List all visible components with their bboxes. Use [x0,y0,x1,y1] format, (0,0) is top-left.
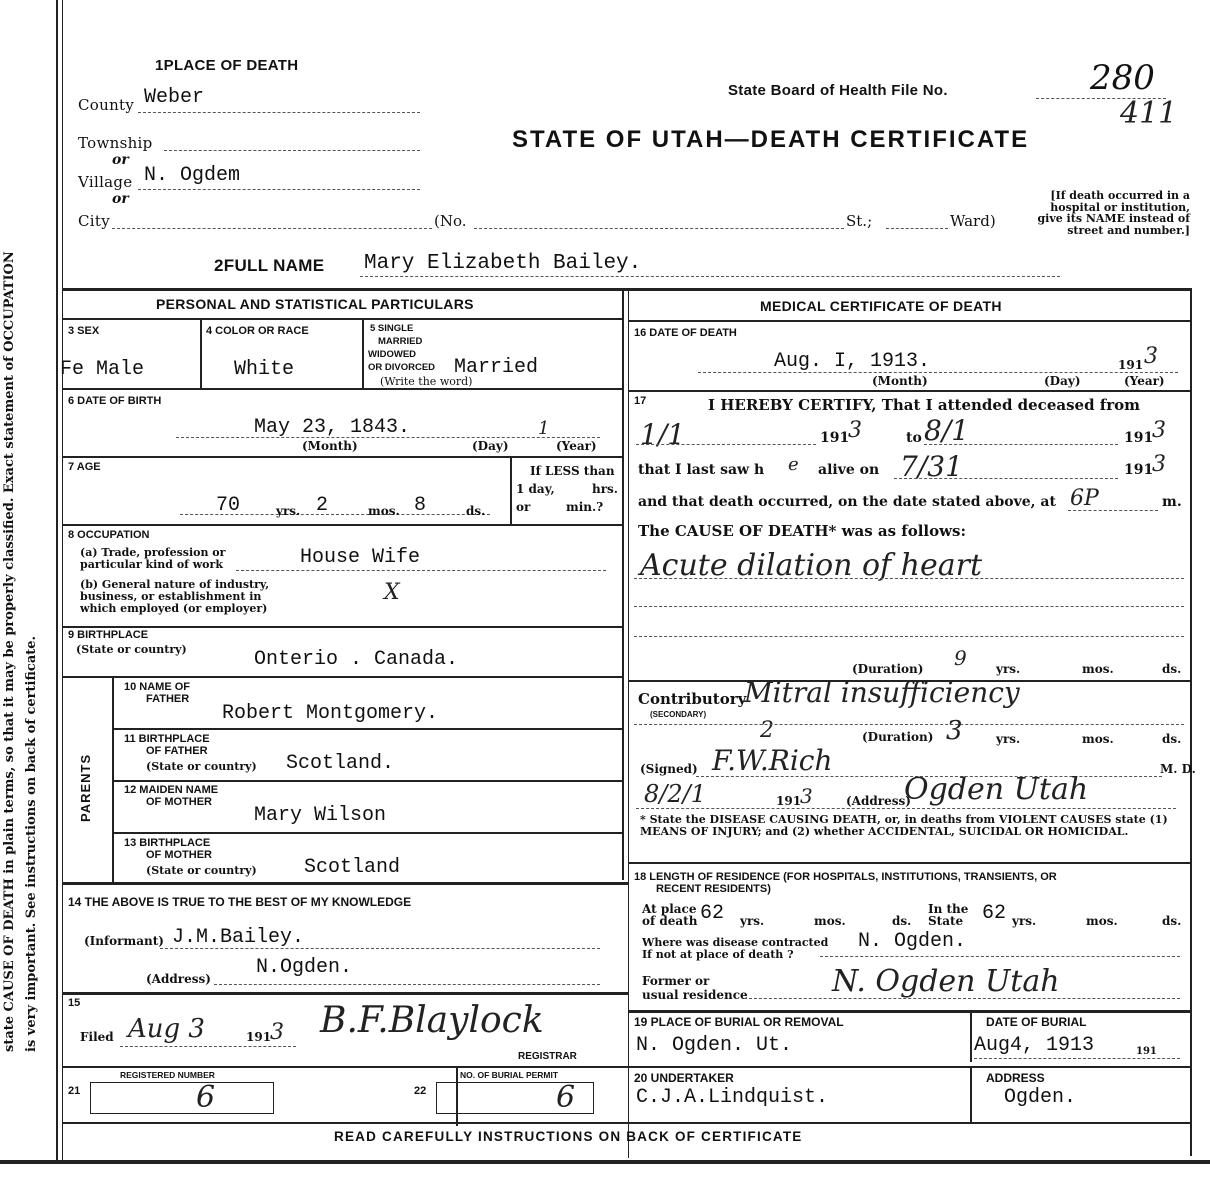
at-place-ds: ds. [892,914,912,928]
residence-label-2: RECENT RESIDENTS) [656,883,771,895]
last-saw-year: 191 [1124,462,1154,478]
occ-b-value: X [384,580,400,605]
frame-right [1190,288,1192,1156]
contracted-1: Where was disease contracted [642,936,829,949]
marital-value: Married [454,356,539,379]
medical-section-title: MEDICAL CERTIFICATE OF DEATH [760,298,1002,314]
file-no-label: State Board of Health File No. [728,82,948,99]
in-state-2: State [928,914,964,928]
no-label: (No. [434,212,467,230]
father-label-1: 10 NAME OF [124,681,191,693]
address-label: (Address) [146,972,211,986]
from-line [636,444,816,445]
last-saw-text-2: alive on [818,462,880,478]
to-date: 8/1 [924,414,970,447]
hrs-label: hrs. [592,482,618,496]
color-divider [362,318,364,388]
county-label: County [78,96,135,114]
color-value: White [234,358,295,381]
dod-value: Aug. I, 1913. [774,350,931,373]
at-place-yrs: yrs. [740,914,765,928]
center-divider [622,288,624,880]
occ-a-1: (a) Trade, profession or [80,546,226,559]
age-months: 2 [316,494,329,517]
burial-date-line [974,1058,1180,1059]
last-saw-line [894,478,1118,479]
duration-value: 9 [954,646,967,670]
burial-date-suffix: 191 [1136,1046,1157,1057]
cause-line-1 [634,578,1184,579]
place-of-death-label: 1PLACE OF DEATH [155,57,299,74]
dob-year-label: (Year) [556,439,597,453]
signed-year-digit: 3 [800,784,813,808]
personal-section-title: PERSONAL AND STATISTICAL PARTICULARS [156,296,474,312]
township-label: Township [78,134,153,152]
undertaker-addr-label: ADDRESS [986,1071,1045,1085]
registrar-label: REGISTRAR [518,1051,577,1062]
duration-label: (Duration) [852,662,924,676]
age-yrs-label: yrs. [276,504,301,518]
age-divider [510,456,512,524]
med-address-label: (Address) [846,794,911,808]
undertaker-addr-value: Ogden. [1004,1086,1077,1109]
signed-value: F.W.Rich [712,744,833,777]
signed-label: (Signed) [640,762,698,776]
cause-line-3 [634,636,1184,637]
occ-b-2: business, or establishment in [80,590,262,603]
right-row-4 [628,862,1190,864]
contributory-line [634,724,1184,725]
mother-bp-1: 13 BIRTHPLACE [124,837,211,849]
contributory-extra: 2 [760,718,774,743]
color-label: 4 COLOR OR RACE [206,325,309,337]
duration2-ds: ds. [1162,732,1182,746]
dob-day-label: (Day) [472,439,509,453]
dod-line [698,372,1178,373]
mother-value: Mary Wilson [254,804,387,827]
left-row-8 [62,992,628,995]
duration2-label: (Duration) [862,730,934,744]
left-row-6 [62,676,622,678]
address-value: N.Ogden. [256,956,353,979]
cause-label: The CAUSE OF DEATH* was as follows: [638,522,967,540]
former-2: usual residence [642,988,748,1002]
reg-number-value: 6 [196,1080,216,1115]
filed-value: Aug 3 [128,1014,205,1044]
center-divider-2 [628,288,629,1158]
last-saw-date: 7/31 [900,450,963,483]
dod-day-label: (Day) [1044,374,1081,388]
burial-permit-value: 6 [556,1080,576,1115]
contributory-value: Mitral insufficiency [744,676,1020,709]
duration2-mos: mos. [1082,732,1114,746]
father-value: Robert Montgomery. [222,702,439,725]
informant-value: J.M.Bailey. [172,926,305,949]
dod-year-prefix: 191 [1118,358,1144,372]
parents-divider [112,676,114,882]
st-label: St.; [846,212,873,230]
dob-extra: 1 [538,418,550,439]
sex-value: Fe Male [60,358,145,381]
secondary-label: (SECONDARY) [650,710,707,719]
burial-value: N. Ogden. Ut. [636,1034,793,1057]
right-row-1 [628,320,1190,322]
undertaker-divider [970,1066,972,1122]
death-occurred-text: and that death occurred, on the date stated above, at [638,494,1056,510]
dod-year-digit: 3 [1144,344,1158,369]
reg-num-prefix: 21 [68,1085,81,1097]
birthplace-sub: (State or country) [76,643,187,656]
burial-num-prefix: 22 [414,1085,427,1097]
last-saw-text-1: that I last saw h [638,462,765,478]
informant-label: (Informant) [84,934,164,948]
to-line [924,444,1118,445]
med-address-value: Ogden Utah [904,772,1089,807]
left-row-1 [62,318,622,320]
med-address-line [636,808,1176,809]
at-place-mos: mos. [814,914,846,928]
contracted-2: If not at place of death ? [642,948,794,961]
bottom-border [0,1160,1210,1164]
reg-number-box [90,1082,274,1114]
marital-label-3: WIDOWED [368,349,417,360]
or-1: or [112,152,129,168]
filed-year-digit: 3 [270,1020,284,1045]
hospital-note: [If death occurred in a hospital or institution, give its NAME instead of street and number.] [1037,189,1190,237]
former-line [744,998,1180,999]
mother-bp-value: Scotland [304,856,401,879]
filed-year: 191 [246,1030,272,1044]
file-no-value: 280 [1090,58,1155,98]
ward-line [886,228,948,229]
registrar-signature: B.F.Blaylock [320,1000,544,1041]
less-than-2: 1 day, [516,482,555,496]
full-name-line [360,276,1060,277]
from-date: 1/1 [640,418,686,451]
or-2: or [112,191,129,207]
sex-divider [200,318,202,388]
marital-label-4: OR DIVORCED [368,362,436,373]
dod-year-label: (Year) [1124,374,1165,388]
certify-text: I HEREBY CERTIFY, That I attended deceased from [708,396,1141,414]
left-row-2 [62,388,622,390]
dod-month-label: (Month) [872,374,928,388]
dob-label: 6 DATE OF BIRTH [68,395,162,407]
true-label: 14 THE ABOVE IS TRUE TO THE BEST OF MY KNOWLEDGE [68,895,412,909]
former-1: Former or [642,974,710,988]
age-label: 7 AGE [68,461,101,473]
md-label: M. D. [1160,762,1196,776]
contributory-label: Contributory [638,690,747,708]
footnote: * State the DISEASE CAUSING DEATH, or, in deaths from VIOLENT CAUSES state (1) MEANS OF INJURY; and (2) whether ACCIDENTAL, SUICIDAL OR HOMICIDAL. [640,813,1168,838]
mother-label-2: OF MOTHER [146,796,212,808]
father-bp-value: Scotland. [286,752,395,775]
less-than-1: If LESS than [530,464,615,478]
occupation-label: 8 OCCUPATION [68,529,150,541]
dod-label: 16 DATE OF DEATH [634,327,737,339]
left-row-3 [62,456,622,458]
marital-label-5: (Write the word) [380,375,473,388]
margin-note-1: state CAUSE OF DEATH in plain terms, so that it may be properly classified. Exact statement of OCCUPATION [2,251,17,1052]
county-line [138,112,420,113]
cause-line-2 [634,606,1184,607]
outer-left-border [56,0,58,1160]
undertaker-value: C.J.A.Lindquist. [636,1086,829,1109]
duration-ds: ds. [1162,662,1182,676]
duration-yrs: yrs. [996,662,1021,676]
right-row-5 [628,1010,1190,1013]
age-mos-label: mos. [368,504,400,518]
mother-bp-3: (State or country) [146,864,257,877]
undertaker-label: 20 UNDERTAKER [634,1071,734,1085]
filed-bottom [62,1066,628,1068]
informant-line [160,948,600,949]
in-state-1: In the [928,902,969,916]
filed-line [120,1046,296,1047]
min-label: min.? [566,500,604,514]
ward-label: Ward) [950,212,996,230]
reg-number-label: REGISTERED NUMBER [120,1070,215,1080]
to-label: to [906,430,922,446]
outer-left-border-2 [62,0,63,1160]
parents-row-1 [112,728,622,730]
in-state-yrs: yrs. [1012,914,1037,928]
age-days: 8 [414,494,427,517]
left-row-7 [62,882,628,885]
burial-divider [970,1010,972,1062]
contracted-line [820,956,1180,957]
village-label: Village [78,173,133,191]
village-value: N. Ogdem [144,164,241,187]
birthplace-label: 9 BIRTHPLACE [68,629,149,641]
death-time: 6P [1070,486,1099,511]
birthplace-value: Onterio . Canada. [254,648,459,671]
burial-date-label: DATE OF BURIAL [986,1015,1087,1029]
parents-label: PARENTS [78,753,93,822]
occ-b-1: (b) General nature of industry, [80,578,270,591]
certificate-title: STATE OF UTAH—DEATH CERTIFICATE [512,126,1030,153]
signed-date: 8/2/1 [644,780,706,808]
occ-a-line [236,570,606,571]
dob-month-label: (Month) [302,439,358,453]
village-line [138,189,420,190]
duration2-yrs: yrs. [996,732,1021,746]
dob-value: May 23, 1843. [254,416,411,439]
mother-label-1: 12 MAIDEN NAME [124,784,219,796]
left-row-4 [62,524,622,526]
last-saw-year-digit: 3 [1152,452,1166,477]
in-state-mos: mos. [1086,914,1118,928]
township-line [164,150,420,151]
father-bp-1: 11 BIRTHPLACE [124,733,210,745]
father-bp-2: OF FATHER [146,745,208,757]
burial-date-value: Aug4, 1913 [974,1034,1095,1057]
in-state-ds: ds. [1162,914,1182,928]
file-no-extra: 411 [1120,96,1178,131]
full-name-value: Mary Elizabeth Bailey. [364,252,642,275]
occ-a-2: particular kind of work [80,558,223,571]
to-year: 191 [1124,430,1154,446]
footer-instructions: READ CAREFULLY INSTRUCTIONS ON BACK OF CERTIFICATE [334,1129,803,1144]
mother-bp-2: OF MOTHER [146,849,212,861]
no-line [474,228,844,229]
right-row-6 [628,1066,1190,1068]
m-label: m. [1162,494,1182,510]
father-bp-3: (State or country) [146,760,257,773]
to-year-digit: 3 [1152,418,1166,443]
signed-year: 191 [776,794,802,808]
residence-label-1: 18 LENGTH OF RESIDENCE (FOR HOSPITALS, INSTITUTIONS, TRANSIENTS, OR [634,871,1057,883]
right-row-2 [628,390,1190,392]
death-time-line [1068,510,1158,511]
sex-label: 3 SEX [68,325,100,337]
duration2-value: 3 [946,716,963,746]
former-value: N. Ogden Utah [832,964,1060,999]
at-place-1: At place [642,902,697,916]
occ-a-value: House Wife [300,546,421,569]
certify-num: 17 [634,395,647,407]
from-year: 191 [820,430,850,446]
filed-label: Filed [80,1030,114,1044]
father-label-2: FATHER [146,693,190,705]
from-year-digit: 3 [848,418,862,443]
marital-label-1: 5 SINGLE [370,323,414,334]
city-label: City [78,212,110,230]
margin-note-2: is very important. See instructions on back of certificate. [24,635,39,1052]
contracted-value: N. Ogden. [858,930,967,953]
cause-value: Acute dilation of heart [640,548,983,583]
marital-label-2: MARRIED [378,336,423,347]
burial-permit-label: NO. OF BURIAL PERMIT [460,1070,559,1080]
left-row-5 [62,626,622,628]
county-value: Weber [144,86,205,109]
in-state-value: 62 [982,902,1007,925]
footer-top [62,1122,1190,1124]
filed-num: 15 [68,997,81,1009]
full-name-label: 2FULL NAME [214,256,325,275]
address-line [214,984,600,985]
age-years: 70 [216,494,241,517]
frame-top [62,288,1192,291]
at-place-2: of death [642,914,698,928]
duration-mos: mos. [1082,662,1114,676]
last-saw-h: e [788,454,799,475]
age-ds-label: ds. [466,504,486,518]
occ-b-3: which employed (or employer) [80,602,268,615]
or-label: or [516,500,531,514]
parents-row-2 [112,780,622,782]
burial-label: 19 PLACE OF BURIAL OR REMOVAL [634,1015,844,1029]
at-place-value: 62 [700,902,725,925]
city-line [112,228,432,229]
parents-row-3 [112,832,622,834]
